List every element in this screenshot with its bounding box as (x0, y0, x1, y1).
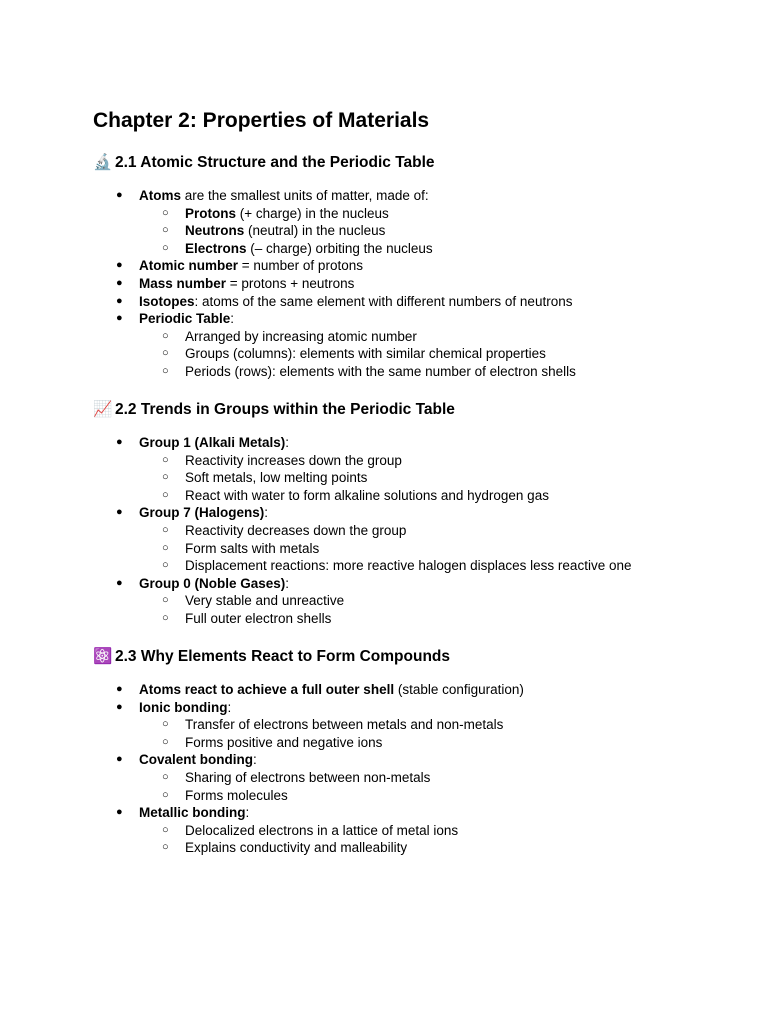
sub-bullet-circle: ○ (162, 471, 169, 484)
list-item-text: : (230, 311, 235, 327)
sub-list-item (185, 363, 576, 381)
sub-list-item (185, 222, 385, 240)
sub-bullet-circle: ○ (162, 365, 169, 377)
sub-list-item (185, 205, 389, 223)
list-item-text: are the smallest units of matter, made of: (181, 188, 429, 203)
list-item-text: : (227, 699, 232, 715)
list-item-term: Metallic bonding (139, 805, 246, 821)
sub-list-item (185, 592, 344, 610)
bullet-dot: ● (116, 506, 123, 519)
sub-list-item-text: Arranged by increasing atomic number (185, 328, 417, 344)
sub-list-item-text: Displacement reactions: more reactive halogen displaces less reactive one (185, 558, 632, 574)
bullet-dot: ● (116, 259, 123, 272)
sub-list-item (185, 522, 406, 540)
list-item-term: Mass number (139, 276, 227, 291)
list-item (139, 575, 289, 593)
section-emoji-icon: 📈 (93, 401, 113, 418)
list-item (139, 257, 363, 275)
sub-list-item-text: Periods (rows): elements with the same number of electron shells (185, 364, 576, 379)
sub-bullet-circle: ○ (162, 594, 169, 607)
sub-list-item (185, 469, 367, 487)
sub-list-item (185, 734, 382, 752)
sub-list-item-text: Forms molecules (185, 787, 288, 803)
list-item (139, 434, 289, 452)
list-item-term: Atomic number (139, 258, 239, 274)
section-heading (93, 647, 450, 666)
sub-list-item (185, 452, 402, 470)
section-heading-text: 2.2 Trends in Groups within the Periodic Table (115, 401, 455, 418)
bullet-dot: ● (116, 700, 123, 713)
sub-bullet-circle: ○ (162, 329, 169, 342)
list-item-text: : (245, 805, 250, 821)
sub-list-item (185, 345, 546, 363)
list-item (139, 293, 572, 311)
list-item-text: = protons + neutrons (226, 276, 355, 291)
sub-list-item (185, 328, 417, 346)
list-item (139, 275, 354, 293)
bullet-dot: ● (116, 806, 123, 819)
list-item-text: : (253, 752, 257, 768)
sub-bullet-circle: ○ (162, 823, 169, 836)
sub-list-item (185, 769, 430, 787)
sub-list-item (185, 540, 319, 558)
list-item-text: : (285, 435, 290, 450)
sub-list-item (185, 240, 433, 258)
sub-list-item (185, 822, 458, 840)
section-heading (93, 400, 455, 419)
list-item (139, 681, 524, 699)
list-item-term: Group 7 (Halogens) (139, 505, 265, 521)
sub-bullet-circle: ○ (162, 735, 169, 748)
list-item (139, 751, 257, 769)
list-item-term: Isotopes (139, 293, 195, 309)
list-item-term: Atoms react to achieve a full outer shell (139, 682, 395, 697)
list-item-term: Covalent bonding (139, 752, 253, 768)
section-emoji-icon: 🔬 (93, 154, 113, 171)
list-item-text: : (285, 575, 290, 591)
sub-list-item-text: Transfer of electrons between metals and non-metals (185, 717, 504, 733)
sub-list-item-text: Soft metals, low melting points (185, 470, 368, 486)
list-item (139, 187, 429, 205)
sub-list-item-text: Explains conductivity and malleability (185, 840, 408, 856)
sub-list-item-text: Full outer electron shells (185, 611, 332, 626)
section-heading-text: 2.3 Why Elements React to Form Compounds (115, 648, 451, 665)
list-item-term: Periodic Table (139, 311, 231, 327)
sub-bullet-circle: ○ (162, 488, 169, 501)
list-item-term: Ionic bonding (139, 699, 228, 715)
sub-list-item (185, 716, 503, 734)
sub-list-item-text: Reactivity decreases down the group (185, 523, 407, 538)
sub-list-item-text: (+ charge) in the nucleus (236, 205, 389, 221)
sub-bullet-circle: ○ (162, 771, 169, 783)
list-item-term: Atoms (139, 188, 182, 203)
sub-list-item (185, 787, 288, 805)
sub-list-item-term: Protons (185, 205, 237, 221)
sub-bullet-circle: ○ (162, 559, 169, 572)
sub-list-item-text: React with water to form alkaline solutions and hydrogen gas (185, 487, 549, 503)
sub-list-item-text: (– charge) orbiting the nucleus (246, 240, 433, 256)
sub-list-item-text: Forms positive and negative ions (185, 734, 383, 750)
bullet-dot: ● (116, 189, 123, 201)
sub-bullet-circle: ○ (162, 841, 169, 854)
section-heading (93, 153, 435, 172)
bullet-dot: ● (116, 753, 123, 766)
sub-bullet-circle: ○ (162, 612, 169, 624)
sub-list-item-text: Very stable and unreactive (185, 593, 345, 609)
sub-list-item-text: Delocalized electrons in a lattice of metal ions (185, 822, 459, 838)
sub-bullet-circle: ○ (162, 206, 169, 219)
sub-list-item-text: Groups (columns): elements with similar chemical properties (185, 346, 546, 362)
sub-list-item (185, 610, 331, 628)
sub-list-item-term: Electrons (185, 240, 247, 256)
list-item (139, 504, 268, 522)
sub-list-item-text: Form salts with metals (185, 540, 320, 556)
list-item-text: (stable configuration) (394, 682, 524, 697)
bullet-dot: ● (116, 277, 123, 289)
sub-list-item-term: Neutrons (185, 223, 245, 239)
sub-list-item (185, 487, 549, 505)
sub-bullet-circle: ○ (162, 241, 169, 254)
sub-bullet-circle: ○ (162, 788, 169, 801)
sub-list-item-text: Sharing of electrons between non-metals (185, 770, 431, 785)
sub-bullet-circle: ○ (162, 541, 169, 554)
list-item-term: Group 1 (Alkali Metals) (139, 435, 286, 450)
list-item (139, 699, 231, 717)
list-item-term: Group 0 (Noble Gases) (139, 575, 286, 591)
list-item-text: : (264, 505, 269, 521)
sub-bullet-circle: ○ (162, 524, 169, 536)
bullet-dot: ● (116, 683, 123, 695)
page-title: Chapter 2: Properties of Materials (93, 109, 430, 132)
sub-bullet-circle: ○ (162, 224, 169, 237)
bullet-dot: ● (116, 436, 123, 448)
section-heading-text: 2.1 Atomic Structure and the Periodic Table (115, 154, 435, 171)
bullet-dot: ● (116, 294, 123, 307)
sub-bullet-circle: ○ (162, 453, 169, 466)
list-item (139, 310, 234, 328)
sub-bullet-circle: ○ (162, 718, 169, 731)
sub-list-item (185, 557, 631, 575)
bullet-dot: ● (116, 576, 123, 589)
sub-bullet-circle: ○ (162, 347, 169, 360)
sub-list-item (185, 839, 407, 857)
list-item-text: : atoms of the same element with different numbers of neutrons (194, 293, 573, 309)
sub-list-item-text: Reactivity increases down the group (185, 452, 402, 468)
bullet-dot: ● (116, 312, 123, 325)
section-emoji-icon: ⚛️ (93, 648, 113, 665)
list-item-text: = number of protons (238, 258, 363, 274)
sub-list-item-text: (neutral) in the nucleus (244, 223, 386, 239)
list-item (139, 804, 249, 822)
